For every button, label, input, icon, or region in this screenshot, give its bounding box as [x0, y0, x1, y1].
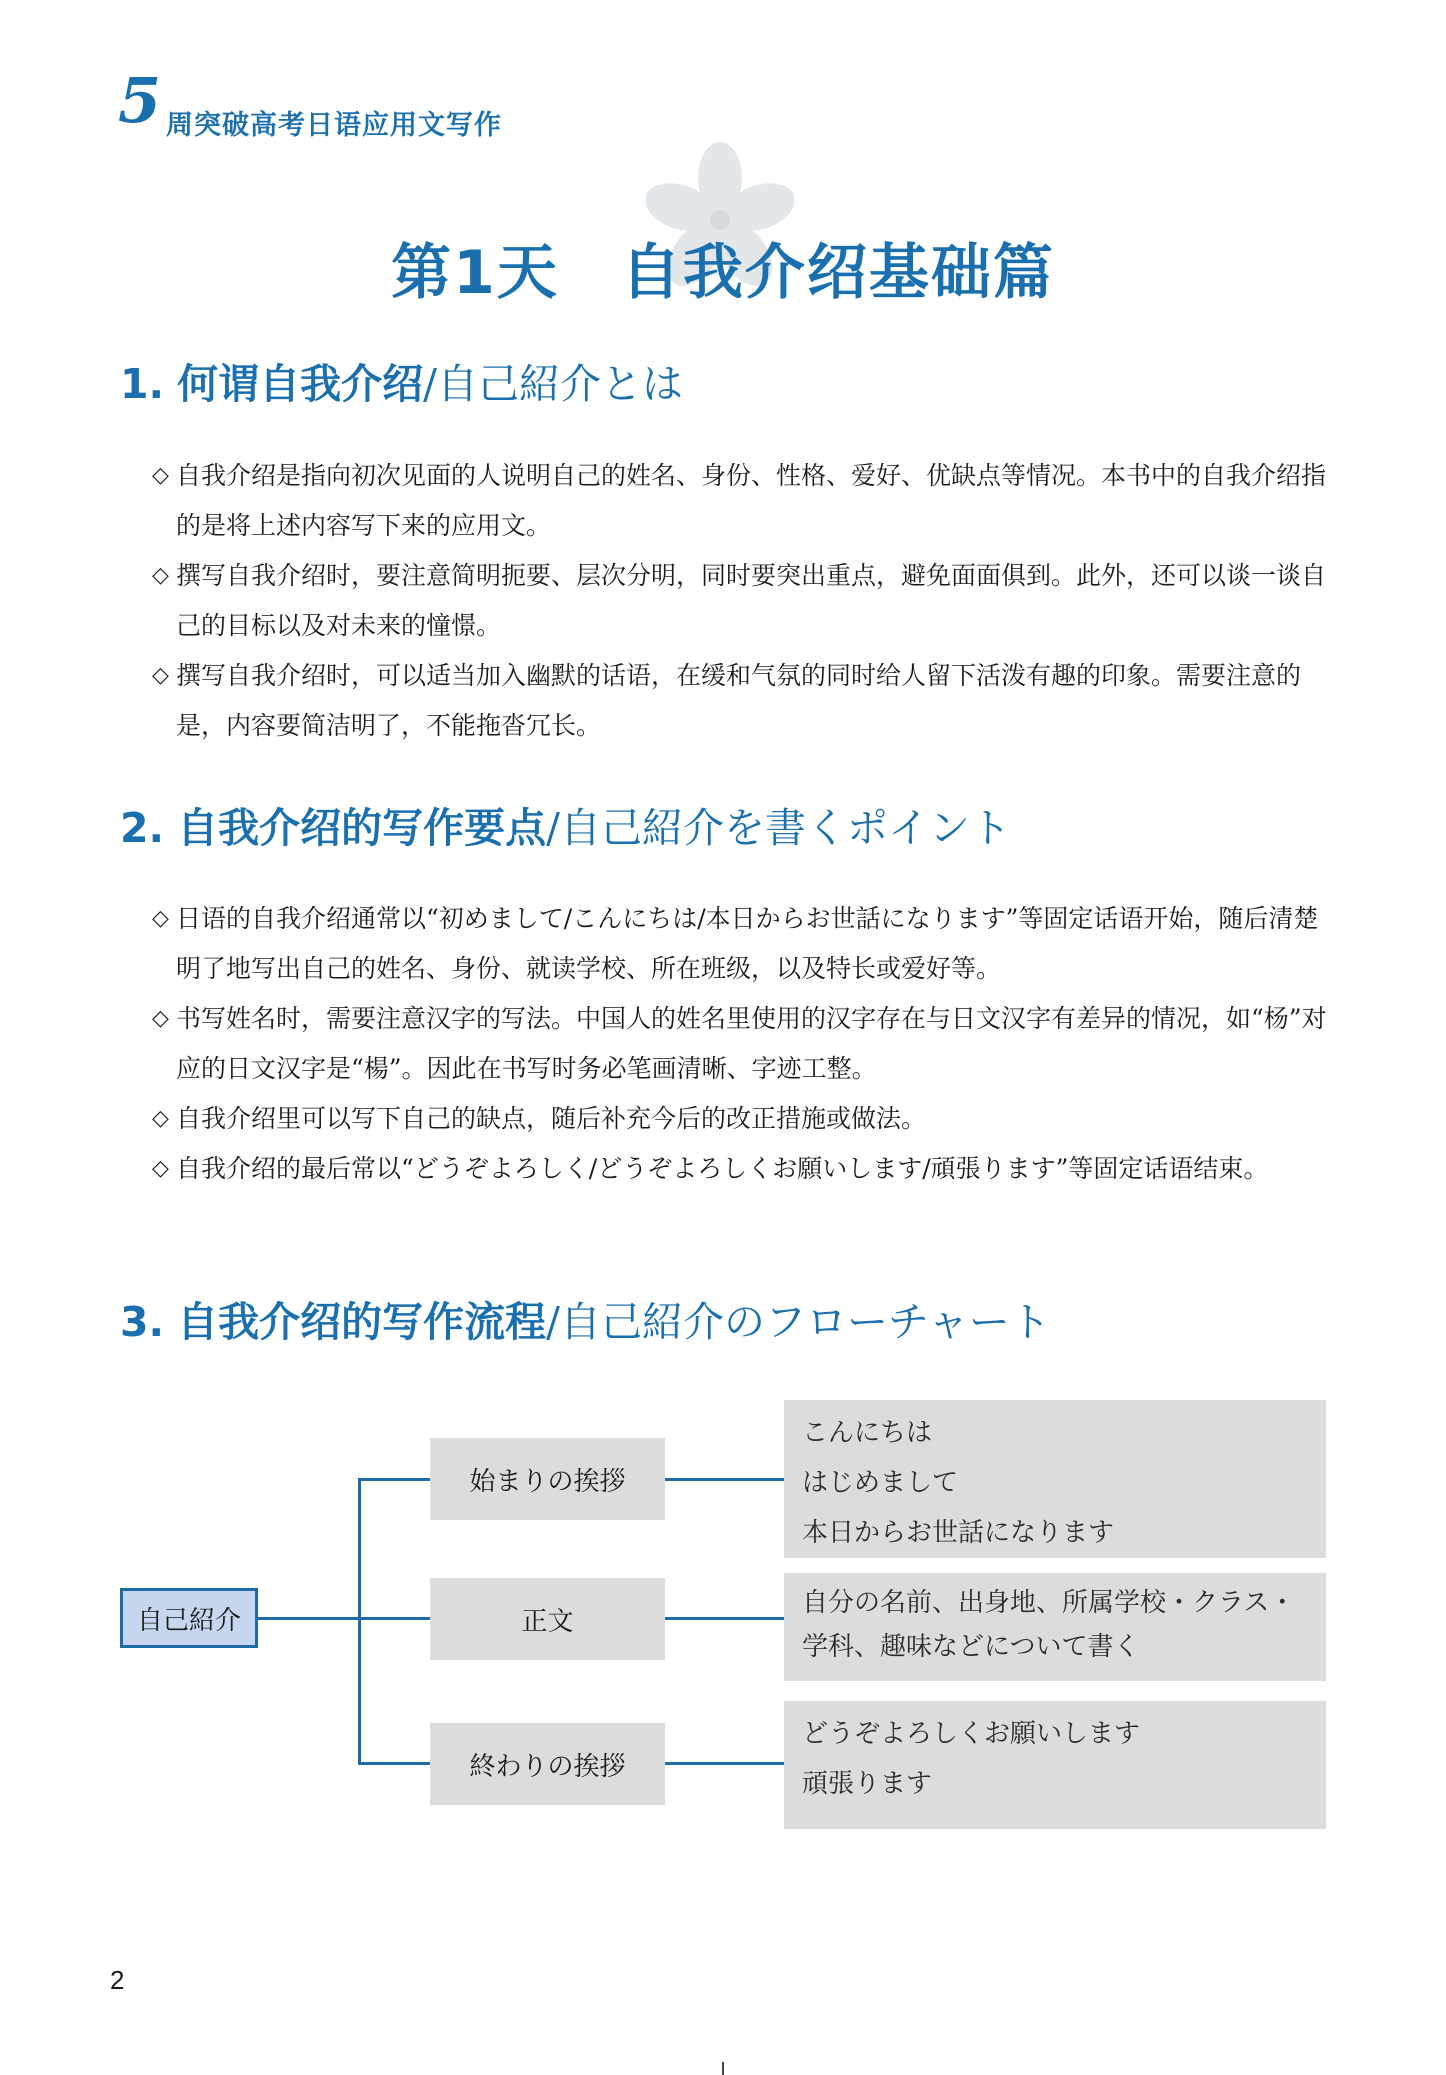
flowchart-node-closing: 終わりの挨拶 — [430, 1723, 665, 1805]
flowchart-node-opening: 始まりの挨拶 — [430, 1438, 665, 1520]
detail-line: 本日からお世話になります — [802, 1518, 1115, 1548]
bullet-text: 自我介绍里可以写下自己的缺点，随后补充今后的改正措施或做法。 — [176, 1104, 927, 1133]
connector-line — [258, 1617, 360, 1620]
bullet-text: 书写姓名时，需要注意汉字的写法。中国人的姓名里使用的汉字存在与日文汉字有差异的情况，如“杨”对应的日文汉字是“楊”。因此在书写时务必笔画清晰、字迹工整。 — [176, 1004, 1327, 1083]
list-item — [152, 551, 1334, 651]
flowchart-detail-body — [784, 1573, 1326, 1681]
section-3-number: 3. — [120, 1298, 165, 1346]
diamond-bullet-icon: ◇ — [152, 563, 169, 588]
diamond-bullet-icon: ◇ — [152, 1156, 169, 1181]
section-2-number: 2. — [120, 804, 165, 852]
section-1-heading — [120, 360, 683, 409]
connector-line — [665, 1617, 784, 1620]
section-2-heading — [120, 804, 1011, 853]
section-3-heading — [120, 1298, 1051, 1347]
list-item — [152, 994, 1334, 1094]
connector-line — [358, 1478, 430, 1481]
flowchart — [110, 1395, 1340, 1845]
chapter-title: 第1天 自我介绍基础篇 — [391, 238, 1055, 308]
flowchart-node-body: 正文 — [430, 1578, 665, 1660]
list-item — [152, 894, 1334, 994]
bullet-text: 自我介绍是指向初次见面的人说明自己的姓名、身份、性格、爱好、优缺点等情况。本书中的自我介绍指的是将上述内容写下来的应用文。 — [176, 461, 1327, 540]
page-number: 2 — [110, 1965, 125, 1995]
detail-line: はじめまして — [802, 1468, 959, 1498]
section-3-title-cn: 自我介绍的写作流程 — [177, 1298, 547, 1346]
footer-tick — [722, 2062, 724, 2075]
flowchart-root: 自己紹介 — [120, 1588, 258, 1648]
detail-line: 学科、趣味などについて書く — [802, 1632, 1140, 1662]
book-title: 周突破高考日语应用文写作 — [166, 110, 502, 141]
flowchart-detail-opening — [784, 1400, 1326, 1558]
list-item — [152, 451, 1334, 551]
connector-line — [665, 1762, 784, 1765]
list-item — [152, 651, 1334, 751]
section-1-title-jp: /自己紹介とは — [423, 360, 683, 408]
diamond-bullet-icon: ◇ — [152, 906, 169, 931]
section-2-bullets — [152, 894, 1334, 1194]
connector-line — [358, 1478, 361, 1764]
bullet-text: 日语的自我介绍通常以“初めまして/こんにちは/本日からお世話になります”等固定话语开始，随后清楚明了地写出自己的姓名、身份、就读学校、所在班级，以及特长或爱好等。 — [176, 904, 1319, 983]
bullet-text: 撰写自我介绍时，要注意简明扼要、层次分明，同时要突出重点，避免面面俱到。此外，还可以谈一谈自己的目标以及对未来的憧憬。 — [176, 561, 1327, 640]
flowchart-detail-closing — [784, 1701, 1326, 1829]
diamond-bullet-icon: ◇ — [152, 1006, 169, 1031]
bullet-text: 撰写自我介绍时，可以适当加入幽默的话语，在缓和气氛的同时给人留下活泼有趣的印象。需要注意的是，内容要简洁明了，不能拖沓冗长。 — [176, 661, 1302, 740]
connector-line — [665, 1478, 784, 1481]
list-item — [152, 1094, 1334, 1144]
connector-line — [358, 1762, 430, 1765]
section-2-title-jp: /自己紹介を書くポイント — [546, 804, 1011, 852]
list-item — [152, 1144, 1334, 1194]
detail-line: 自分の名前、出身地、所属学校・クラス・ — [802, 1588, 1296, 1618]
section-1-number: 1. — [120, 360, 165, 408]
book-number: 5 — [118, 64, 162, 137]
detail-line: 頑張ります — [802, 1769, 933, 1799]
section-1-bullets — [152, 451, 1334, 751]
diamond-bullet-icon: ◇ — [152, 463, 169, 488]
bullet-text: 自我介绍的最后常以“どうぞよろしく/どうぞよろしくお願いします/頑張ります”等固定话语结束。 — [176, 1154, 1269, 1183]
detail-line: こんにちは — [802, 1418, 933, 1448]
section-3-title-jp: /自己紹介のフローチャート — [546, 1298, 1051, 1346]
section-2-title-cn: 自我介绍的写作要点 — [177, 804, 547, 852]
diamond-bullet-icon: ◇ — [152, 663, 169, 688]
section-1-title-cn: 何谓自我介绍 — [177, 360, 424, 408]
detail-line: どうぞよろしくお願いします — [802, 1719, 1141, 1749]
diamond-bullet-icon: ◇ — [152, 1106, 169, 1131]
connector-line — [358, 1617, 430, 1620]
